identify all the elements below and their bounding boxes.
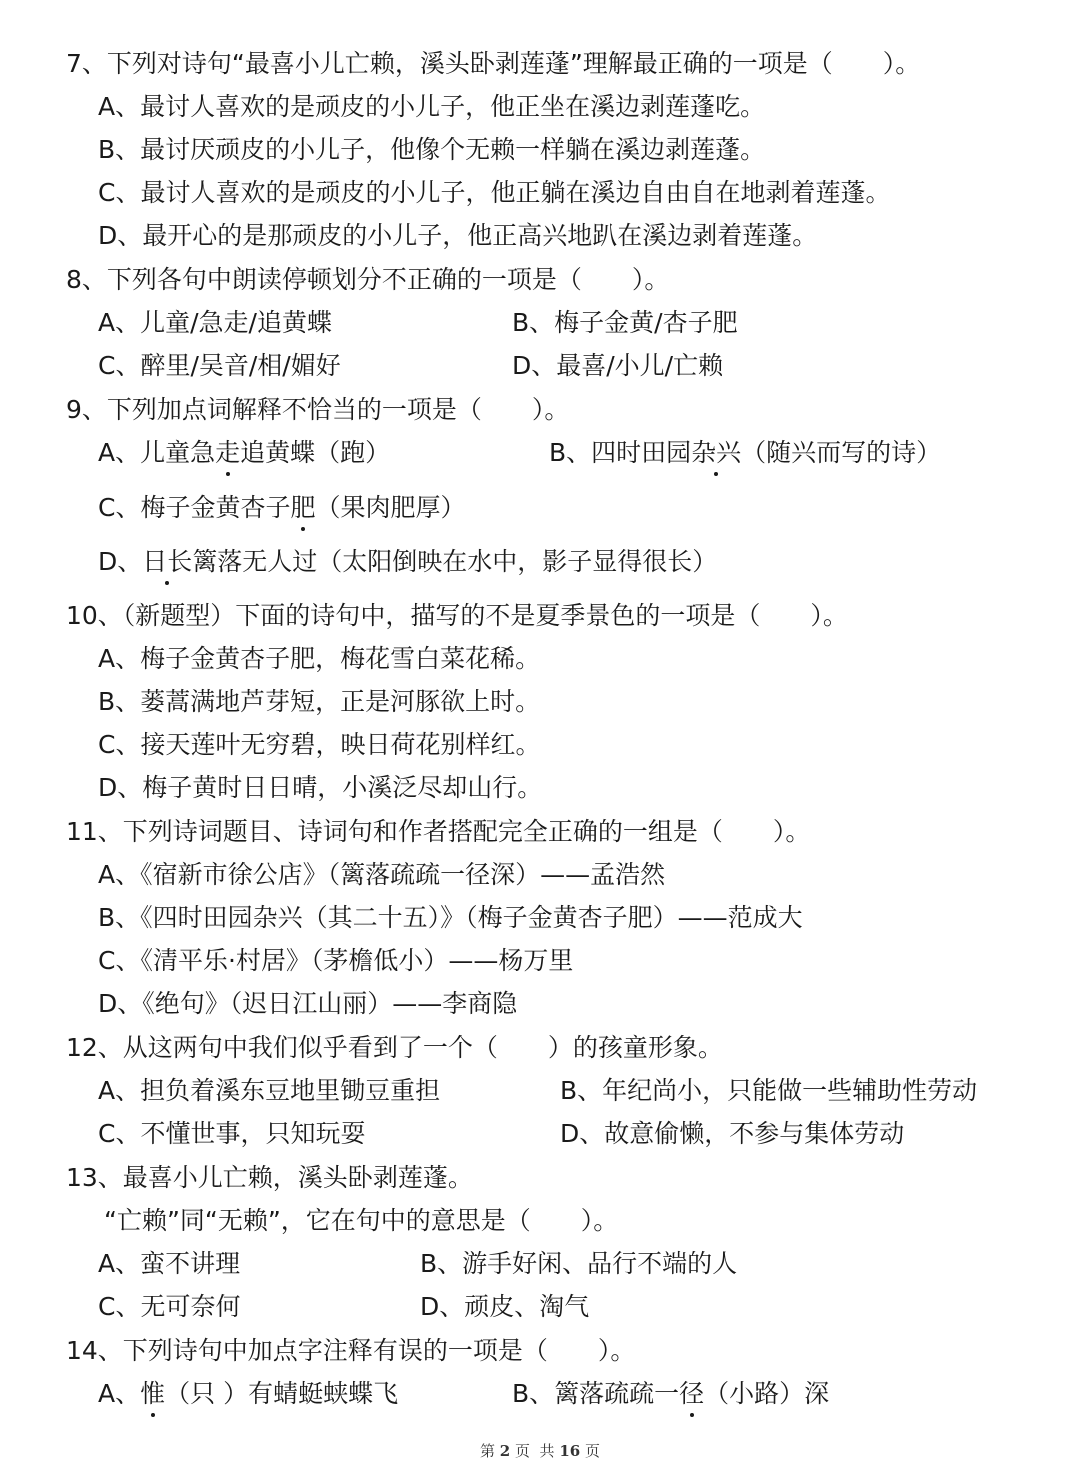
emphasis-dot-word: 径: [679, 1376, 704, 1412]
question-8-option-d: D、最喜/小儿/亡赖: [512, 351, 724, 380]
question-10-option-b: B、蒌蒿满地芦芽短，正是河豚欲上时。: [98, 687, 541, 716]
question-8-option-c: C、醉里/吴音/相/媚好: [98, 351, 341, 380]
emphasis-dot-word: 杂兴: [691, 435, 741, 471]
total-pages: 16: [559, 1442, 581, 1460]
question-13-option-b: B、游手好闲、品行不端的人: [420, 1249, 738, 1278]
question-13-stem: 13、最喜小儿亡赖，溪头卧剥莲蓬。: [66, 1163, 473, 1192]
question-10-stem: 10、（新题型）下面的诗句中，描写的不是夏季景色的一项是（ ）。: [66, 601, 848, 630]
question-7-option-a: A、最讨人喜欢的是顽皮的小儿子，他正坐在溪边剥莲蓬吃。: [98, 92, 766, 121]
current-page: 2: [499, 1442, 511, 1460]
question-12-option-c: C、不懂世事，只知玩耍: [98, 1119, 366, 1148]
emphasis-dot-word: 肥: [290, 490, 315, 526]
question-7-option-b: B、最讨厌顽皮的小儿子，他像个无赖一样躺在溪边剥莲蓬。: [98, 135, 766, 164]
question-12-option-b: B、年纪尚小，只能做一些辅助性劳动: [560, 1076, 978, 1105]
question-13-option-a: A、蛮不讲理: [98, 1249, 241, 1278]
question-10-option-a: A、梅子金黄杏子肥，梅花雪白菜花稀。: [98, 644, 541, 673]
question-11-stem: 11、下列诗词题目、诗词句和作者搭配完全正确的一组是（ ）。: [66, 817, 811, 846]
question-8-stem: 8、下列各句中朗读停顿划分不正确的一项是（ ）。: [66, 265, 670, 294]
question-11-option-c: C、《清平乐·村居》（茅檐低小）——杨万里: [98, 946, 574, 975]
question-9-option-a: A、儿童急走追黄蝶（跑）: [98, 435, 390, 471]
question-10-option-d: D、梅子黄时日日晴，小溪泛尽却山行。: [98, 773, 543, 802]
question-14-stem: 14、下列诗句中加点字注释有误的一项是（ ）。: [66, 1336, 636, 1365]
page-number-footer: 第 2 页 共 16 页: [479, 1442, 600, 1460]
question-9-option-b: B、四时田园杂兴（随兴而写的诗）: [549, 435, 941, 471]
question-7-option-c: C、最讨人喜欢的是顽皮的小儿子，他正躺在溪边自由自在地剥着莲蓬。: [98, 178, 891, 207]
question-12-stem: 12、从这两句中我们似乎看到了一个（ ）的孩童形象。: [66, 1033, 723, 1062]
question-12-option-d: D、故意偷懒，不参与集体劳动: [560, 1119, 905, 1148]
emphasis-dot-word: 惟: [140, 1376, 165, 1412]
question-11-option-a: A、《宿新市徐公店》（篱落疏疏一径深）——孟浩然: [98, 860, 666, 889]
question-14-option-a: A、惟（只 ）有蜻蜓蛱蝶飞: [98, 1376, 398, 1412]
question-13-option-d: D、顽皮、淘气: [420, 1292, 590, 1321]
question-7-stem: 7、下列对诗句“最喜小儿亡赖，溪头卧剥莲蓬”理解最正确的一项是（ ）。: [66, 49, 921, 78]
question-9-option-c: C、梅子金黄杏子肥（果肉肥厚）: [98, 490, 466, 526]
question-14-option-b: B、篱落疏疏一径（小路）深: [512, 1376, 829, 1412]
question-11-option-d: D、《绝句》（迟日江山丽）——李商隐: [98, 989, 518, 1018]
question-10-option-c: C、接天莲叶无穷碧，映日荷花别样红。: [98, 730, 541, 759]
question-11-option-b: B、《四时田园杂兴（其二十五）》（梅子金黄杏子肥）——范成大: [98, 903, 803, 932]
question-12-option-a: A、担负着溪东豆地里锄豆重担: [98, 1076, 441, 1105]
emphasis-dot-word: 日长: [142, 544, 192, 580]
question-7-option-d: D、最开心的是那顽皮的小儿子，他正高兴地趴在溪边剥着莲蓬。: [98, 221, 818, 250]
question-9-stem: 9、下列加点词解释不恰当的一项是（ ）。: [66, 395, 570, 424]
question-9-option-d: D、日长篱落无人过（太阳倒映在水中，影子显得很长）: [98, 544, 717, 580]
emphasis-dot-word: 走: [215, 435, 240, 471]
question-8-option-a: A、儿童/急走/追黄蝶: [98, 308, 332, 337]
question-13-subquestion: “亡赖”同“无赖”，它在句中的意思是（ ）。: [104, 1206, 619, 1235]
question-8-option-b: B、梅子金黄/杏子肥: [512, 308, 738, 337]
question-13-option-c: C、无可奈何: [98, 1292, 241, 1321]
